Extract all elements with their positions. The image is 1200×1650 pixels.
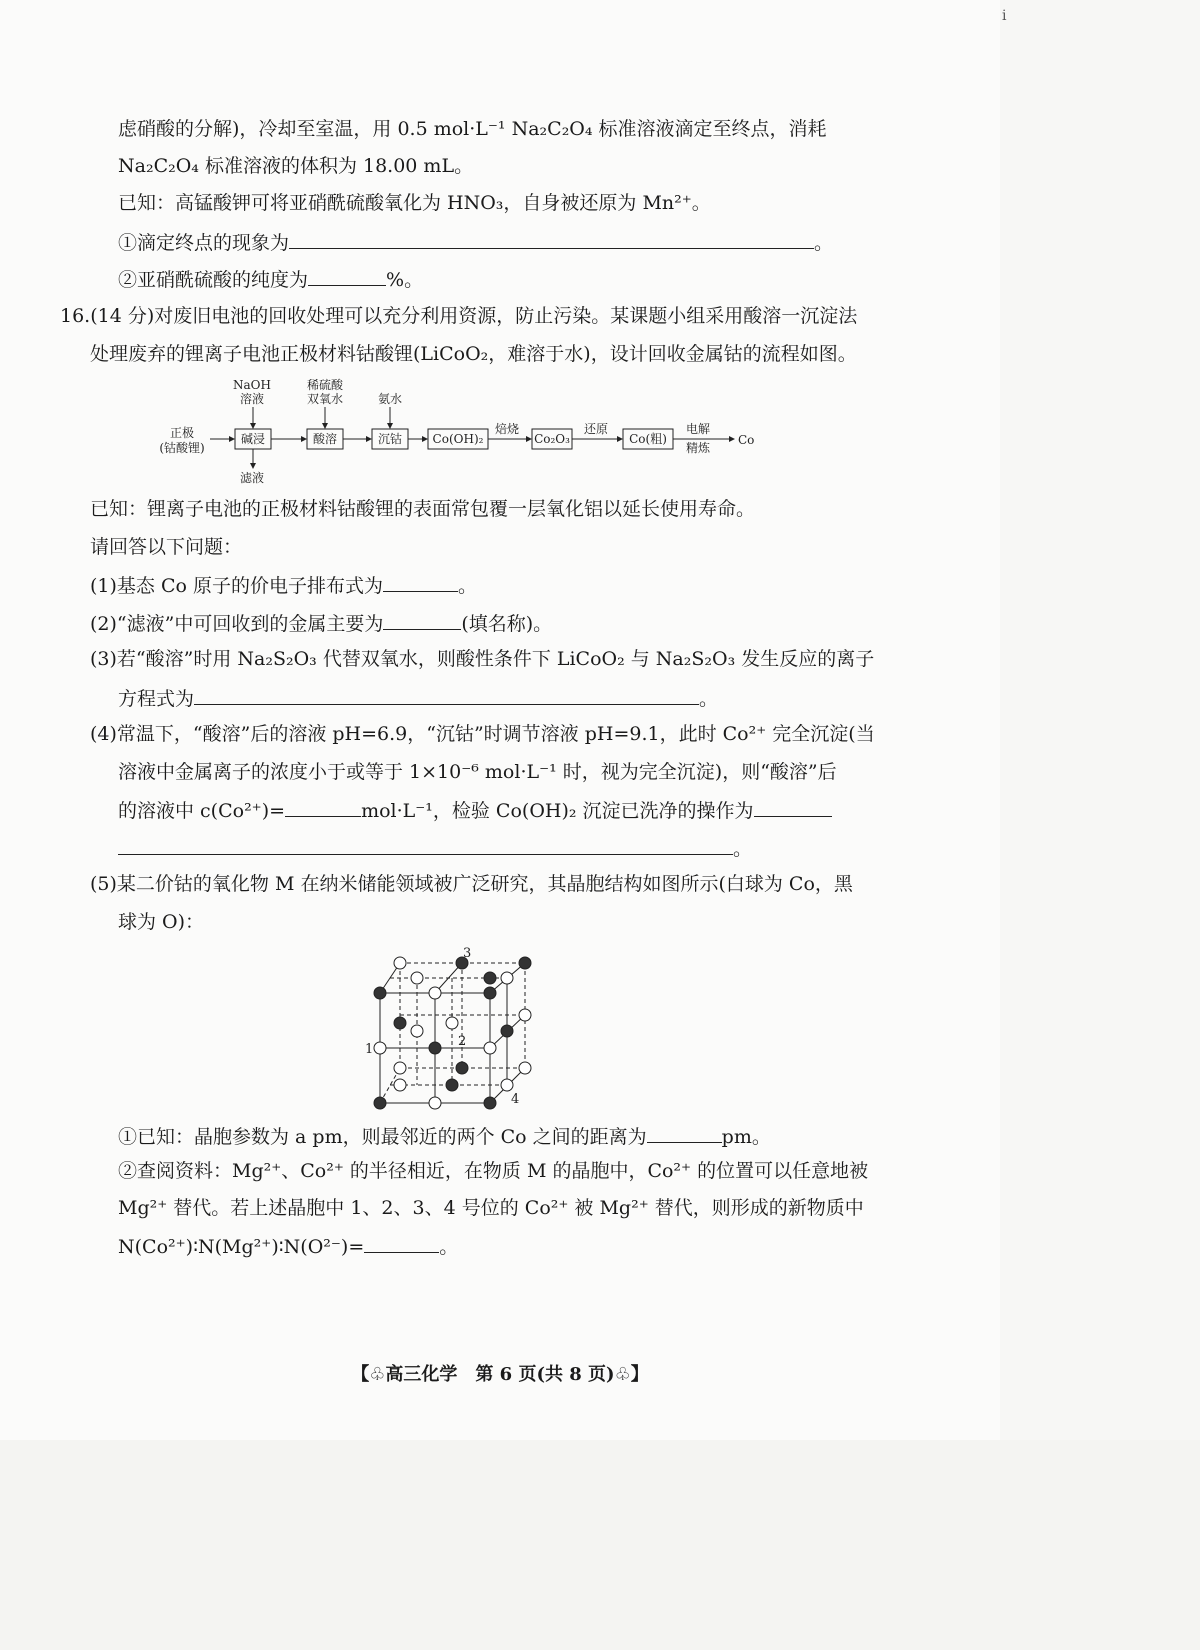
flow-box-label: 碱浸 <box>240 432 266 446</box>
answer-blank[interactable] <box>383 571 458 592</box>
answer-blank[interactable] <box>647 1122 722 1143</box>
reagent-label: 双氧水 <box>306 392 344 406</box>
punct: 。 <box>439 1236 459 1258</box>
answer-blank[interactable] <box>194 684 699 705</box>
prompt: 方程式为 <box>118 688 195 710</box>
step-label: 焙烧 <box>494 422 520 436</box>
text-line: 球为 O)： <box>118 911 205 933</box>
question-16-title: 16.(14 分)对废旧电池的回收处理可以充分利用资源，防止污染。某课题小组采用酸溶一沉淀法 <box>60 305 858 327</box>
page-footer: 【♧高三化学 第 6 页(共 8 页)♧】 <box>351 1364 649 1385</box>
start-label: 正极 <box>169 426 195 440</box>
flow-box-label: Co(OH)₂ <box>432 432 484 446</box>
answer-blank[interactable] <box>285 796 361 817</box>
step-label: 精炼 <box>685 441 711 455</box>
punct: 。 <box>814 232 834 254</box>
position-label: 3 <box>463 946 472 961</box>
question-line <box>118 265 423 293</box>
punct: pm。 <box>721 1126 771 1148</box>
position-label: 1 <box>365 1042 374 1057</box>
prompt: 的溶液中 c(Co²⁺)= <box>118 800 286 822</box>
reagent-label: 溶液 <box>239 392 265 406</box>
scan-margin <box>1000 0 1200 1440</box>
crystal-cell-diagram <box>360 945 550 1115</box>
text-line: Na₂C₂O₄ 标准溶液的体积为 18.00 mL。 <box>118 155 474 177</box>
position-label: 2 <box>458 1034 467 1049</box>
prompt: N(Co²⁺)∶N(Mg²⁺)∶N(O²⁻)= <box>118 1236 365 1258</box>
prompt: mol·L⁻¹，检验 Co(OH)₂ 沉淀已洗净的操作为 <box>361 800 754 822</box>
answer-blank[interactable] <box>289 228 814 249</box>
question-line <box>118 1232 458 1260</box>
prompt: (1)基态 Co 原子的价电子排布式为 <box>90 575 383 597</box>
reagent-label: 稀硫酸 <box>306 378 344 392</box>
text-line: ②查阅资料：Mg²⁺、Co²⁺ 的半径相近，在物质 M 的晶胞中，Co²⁺ 的位置可以任意地被 <box>118 1160 869 1182</box>
text-line: (5)某二价钴的氧化物 M 在纳米储能领域被广泛研究，其晶胞结构如图所示(白球为 Co，黑 <box>90 873 853 895</box>
punct: 。 <box>457 575 477 597</box>
text-line: (4)常温下，“酸溶”后的溶液 pH=6.9，“沉钴”时调节溶液 pH=9.1，此时 Co²⁺ 完全沉淀(当 <box>90 723 875 745</box>
text-line: 已知：锂离子电池的正极材料钴酸锂的表面常包覆一层氧化铝以延长使用寿命。 <box>90 498 756 520</box>
reagent-label: NaOH <box>233 378 271 392</box>
filtrate-label: 滤液 <box>239 471 265 485</box>
text-line: 虑硝酸的分解)，冷却至室温，用 0.5 mol·L⁻¹ Na₂C₂O₄ 标准溶液滴定至终点，消耗 <box>118 118 827 140</box>
text-line: (3)若“酸溶”时用 Na₂S₂O₃ 代替双氧水，则酸性条件下 LiCoO₂ 与 Na₂S₂O₃ 发生反应的离子 <box>90 648 875 670</box>
flow-box-label: 沉钴 <box>377 432 403 446</box>
top-mark: ⅰ <box>1002 8 1007 24</box>
text-line: 已知：高锰酸钾可将亚硝酰硫酸氧化为 HNO₃，自身被还原为 Mn²⁺。 <box>118 192 711 214</box>
punct: (填名称)。 <box>461 613 553 635</box>
start-label: (钴酸锂) <box>159 441 205 455</box>
reagent-label: 氨水 <box>377 392 403 406</box>
text-line: Mg²⁺ 替代。若上述晶胞中 1、2、3、4 号位的 Co²⁺ 被 Mg²⁺ 替代，则形成的新物质中 <box>118 1197 864 1219</box>
prompt: (2)“滤液”中可回收到的金属主要为 <box>90 613 384 635</box>
position-label: 4 <box>511 1092 520 1107</box>
prompt: ①滴定终点的现象为 <box>118 232 290 254</box>
question-line <box>118 684 718 712</box>
question-line <box>118 796 832 824</box>
answer-blank[interactable] <box>364 1232 439 1253</box>
text-line: 溶液中金属离子的浓度小于或等于 1×10⁻⁶ mol·L⁻¹ 时，视为完全沉淀)，则“酸溶”后 <box>118 761 837 783</box>
prompt: ①已知：晶胞参数为 a pm，则最邻近的两个 Co 之间的距离为 <box>118 1126 647 1148</box>
punct: 。 <box>699 688 719 710</box>
flow-box-label: 酸溶 <box>312 432 338 446</box>
flow-box-label: Co(粗) <box>629 432 667 446</box>
question-line <box>90 571 477 599</box>
question-line <box>90 609 552 637</box>
answer-blank[interactable] <box>308 265 386 286</box>
text-line: 请回答以下问题： <box>90 536 243 558</box>
text-line: 处理废弃的锂离子电池正极材料钴酸锂(LiCoO₂，难溶于水)，设计回收金属钴的流程如图。 <box>90 343 857 365</box>
end-label: Co <box>738 433 755 447</box>
step-label: 电解 <box>685 422 711 436</box>
answer-blank[interactable] <box>118 834 733 855</box>
question-line <box>118 834 752 862</box>
question-line <box>118 1122 771 1150</box>
question-line <box>118 228 833 256</box>
flow-box-label: Co₂O₃ <box>534 432 570 446</box>
step-label: 还原 <box>583 422 609 436</box>
process-flow-diagram <box>159 378 780 495</box>
punct: 。 <box>733 838 753 860</box>
prompt: ②亚硝酰硫酸的纯度为 <box>118 269 309 291</box>
punct: %。 <box>386 269 424 291</box>
answer-blank[interactable] <box>383 609 461 630</box>
answer-blank[interactable] <box>754 796 832 817</box>
